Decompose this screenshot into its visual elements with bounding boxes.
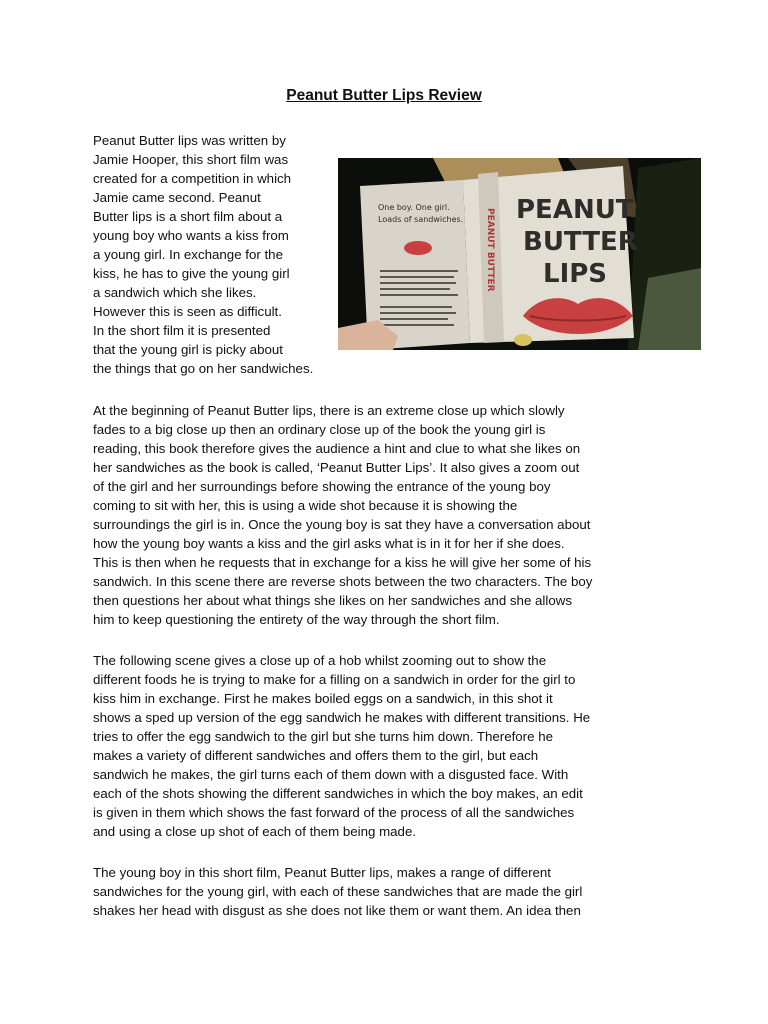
book-tagline-2: Loads of sandwiches. — [378, 215, 464, 224]
text-line: sandwich he makes, the girl turns each of them down with a disgusted face. With — [93, 767, 569, 782]
text-line: that the young girl is picky about — [93, 342, 283, 357]
book-title-line-3: LIPS — [543, 259, 608, 289]
text-line: a young girl. In exchange for the — [93, 247, 283, 262]
text-line: In the short film it is presented — [93, 323, 271, 338]
text-line: sandwich. In this scene there are reverse shots between the two characters. The boy — [93, 574, 593, 589]
text-line: shakes her head with disgust as she does not like them or want them. An idea then — [93, 903, 581, 918]
text-line: makes a variety of different sandwiches and offers them to the girl, but each — [93, 748, 539, 763]
text-line: created for a competition in which — [93, 171, 292, 186]
text-line: each of the shots showing the different sandwiches in which the boy makes, an edit — [93, 786, 583, 801]
text-line: young boy who wants a kiss from — [93, 228, 289, 243]
book-title-line-2: BUTTER — [523, 227, 638, 257]
text-line: kiss him in exchange. First he makes boiled eggs on a sandwich, in this shot it — [93, 691, 553, 706]
text-line: surroundings the girl is in. Once the young boy is sat they have a conversation about — [93, 517, 591, 532]
text-line: However this is seen as difficult. — [93, 304, 282, 319]
text-line: The following scene gives a close up of a hob whilst zooming out to show the — [93, 653, 547, 668]
text-line: Jamie came second. Peanut — [93, 190, 261, 205]
text-line: how the young boy wants a kiss and the girl asks what is in it for her if she does. — [93, 536, 565, 551]
text-line: Jamie Hooper, this short film was — [93, 152, 289, 167]
book-photo — [338, 158, 701, 350]
text-line: sandwiches for the young girl, with each of these sandwiches that are made the girl — [93, 884, 583, 899]
text-line: coming to sit with her, this is using a wide shot because it is showing the — [93, 498, 518, 513]
text-line: a sandwich which she likes. — [93, 285, 257, 300]
small-lips — [404, 241, 432, 255]
text-line: Butter lips is a short film about a — [93, 209, 283, 224]
text-line: and using a close up shot of each of them being made. — [93, 824, 417, 839]
text-line: Peanut Butter lips was written by — [93, 133, 286, 148]
text-line: kiss, he has to give the young girl — [93, 266, 290, 281]
text-line: tries to offer the egg sandwich to the girl but she turns him down. Therefore he — [93, 729, 553, 744]
text-line: then questions her about what things she likes on her sandwiches and she allows — [93, 593, 572, 608]
book-title-line-1: PEANUT — [516, 195, 634, 225]
text-line: The young boy in this short film, Peanut Butter lips, makes a range of different — [93, 865, 552, 880]
text-line: her sandwiches as the book is called, ‘Peanut Butter Lips’. It also gives a zoom out — [93, 460, 580, 475]
text-line: This is then when he requests that in exchange for a kiss he will give her some of his — [93, 555, 592, 570]
text-line: reading, this book therefore gives the audience a hint and clue to what she likes on — [93, 441, 581, 456]
book-tagline-1: One boy. One girl. — [378, 203, 450, 212]
film-still-image — [338, 158, 701, 350]
text-line: the things that go on her sandwiches. — [93, 361, 314, 376]
page-title: Peanut Butter Lips Review — [286, 87, 482, 104]
text-line: different foods he is trying to make for a filling on a sandwich in order for the girl to — [93, 672, 576, 687]
text-line: shows a sped up version of the egg sandwich he makes with different transitions. He — [93, 710, 591, 725]
text-line: fades to a big close up then an ordinary close up of the book the young girl is — [93, 422, 546, 437]
text-line: him to keep questioning the entirety of the way through the short film. — [93, 612, 500, 627]
text-line: At the beginning of Peanut Butter lips, there is an extreme close up which slowly — [93, 403, 565, 418]
text-line: of the girl and her surroundings before showing the entrance of the young boy — [93, 479, 551, 494]
book-spine-text: PEANUT BUTTER — [485, 208, 495, 292]
text-line: is given in them which shows the fast forward of the process of all the sandwiches — [93, 805, 575, 820]
